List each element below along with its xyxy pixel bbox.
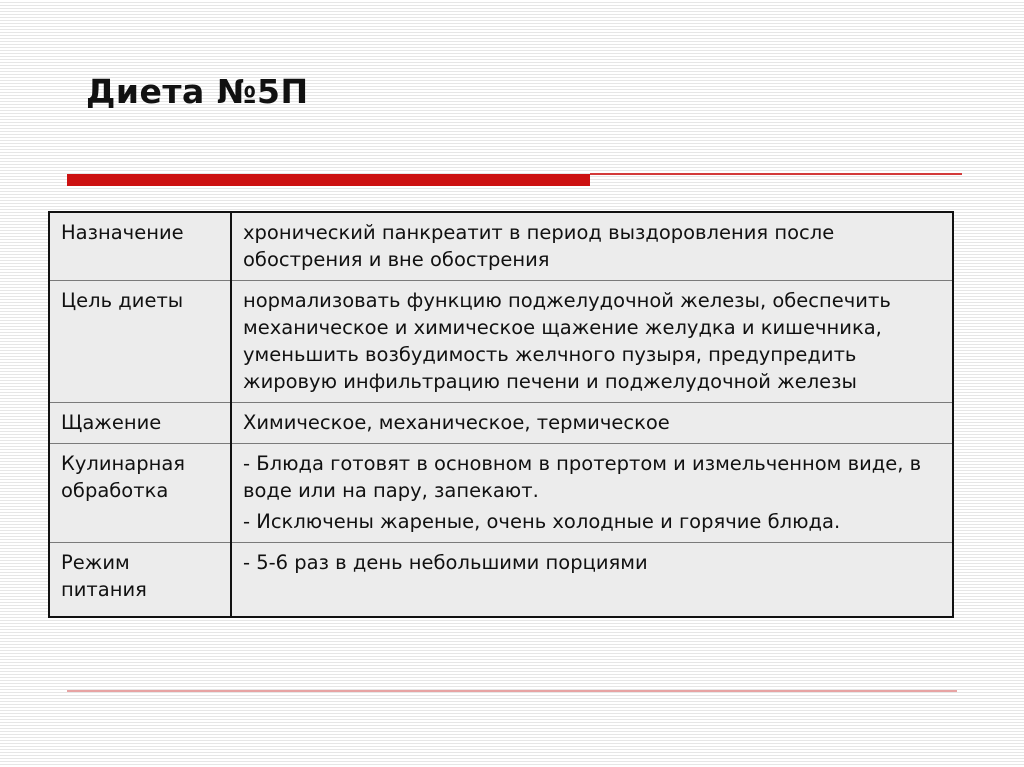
table-row-cooking [49,444,953,543]
row-value [231,444,953,543]
table-row-goal [49,281,953,403]
row-value-text: нормализовать функцию поджелудочной железы, обеспечить механическое и химическое щажение желудка и кишечника, уменьшить возбудимость желчного пузыря, предупредить жировую инфильтрацию печени и поджелудочной железы [243,289,891,393]
row-value [231,403,953,444]
row-label: Режим питания [49,543,231,618]
row-value-text: - 5-6 раз в день небольшими порциями [243,551,648,574]
row-value [231,212,953,281]
row-value [231,281,953,403]
title-underline-thin-line [590,173,962,175]
table-row-sparing [49,403,953,444]
row-value-text: - Блюда готовят в основном в протертом и измельченном виде, в воде или на пару, запекают. [243,452,922,502]
row-label: Назначение [49,212,231,281]
row-value-text: Химическое, механическое, термическое [243,411,670,434]
row-label: Щажение [49,403,231,444]
footer-divider-line [67,690,957,692]
slide-title: Диета №5П [86,72,309,111]
row-value-text: хронический панкреатит в период выздоровления после обострения и вне обострения [243,221,835,271]
table-row-purpose [49,212,953,281]
row-label: Цель диеты [49,281,231,403]
title-underline-bar [67,174,590,186]
row-label: Кулинарная обработка [49,444,231,543]
table-row-regime [49,543,953,618]
row-value-text: - Исключены жареные, очень холодные и горячие блюда. [243,510,841,533]
diet-table [48,211,954,618]
row-value [231,543,953,618]
